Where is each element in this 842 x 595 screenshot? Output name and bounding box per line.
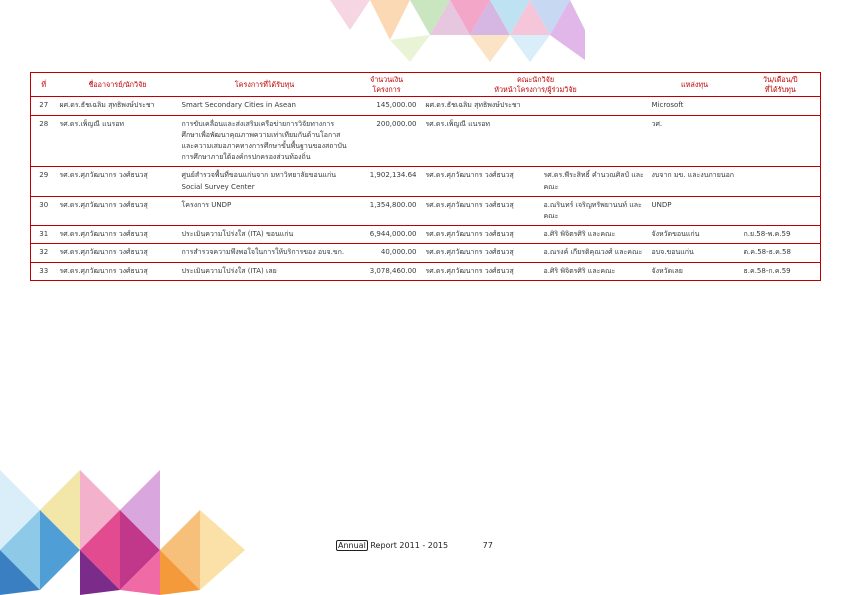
table-header-row <box>31 73 821 97</box>
cell-co-researcher: อ.ณรงค์ เกียรติคุณวงศ์ และคณะ <box>541 244 649 262</box>
research-grants-table-wrapper <box>30 72 820 281</box>
footer-annual-label: Annual <box>338 541 366 550</box>
cell-amount: 1,354,800.00 <box>351 196 423 225</box>
cell-researcher: รศ.ดร.ศุภวัฒนากร วงศ์ธนวสุ <box>57 244 179 262</box>
table-row <box>31 196 821 225</box>
cell-no: 30 <box>31 196 57 225</box>
decorative-triangles-bottom <box>0 420 245 595</box>
cell-date: ก.ย.58-พ.ค.59 <box>741 226 821 244</box>
cell-co-researcher: รศ.ดร.พีระสิทธิ์ คำนวณศิลป์ และคณะ <box>541 167 649 196</box>
table-row <box>31 167 821 196</box>
cell-source: Microsoft <box>649 97 741 115</box>
cell-amount: 1,902,134.64 <box>351 167 423 196</box>
cell-date: ต.ค.58-ธ.ค.58 <box>741 244 821 262</box>
cell-co-researcher: อ.ศิริ พิจิตรศิริ และคณะ <box>541 226 649 244</box>
cell-co-researcher <box>541 97 649 115</box>
cell-no: 27 <box>31 97 57 115</box>
cell-researcher: รศ.ดร.ศุภวัฒนากร วงศ์ธนวสุ <box>57 226 179 244</box>
cell-amount: 40,000.00 <box>351 244 423 262</box>
cell-date <box>741 167 821 196</box>
cell-source: จังหวัดเลย <box>649 262 741 280</box>
cell-researcher: รศ.ดร.ศุภวัฒนากร วงศ์ธนวสุ <box>57 196 179 225</box>
cell-project: การขับเคลื่อนและส่งเสริมเครือข่ายการวิจัยทางการศึกษาเพื่อพัฒนาคุณภาพความเท่าเทียมกันด้านโอกาสและความเสมอภาคทางการศึกษาขั้นพื้นฐานของสถาบันการศึกษาภายใต้องค์กรปกครองส่วนท้องถิ่น <box>179 115 351 167</box>
cell-source: UNDP <box>649 196 741 225</box>
cell-project: การสำรวจความพึงพอใจในการให้บริการของ อบจ.ขก. <box>179 244 351 262</box>
cell-project: Smart Secondary Cities in Asean <box>179 97 351 115</box>
cell-head: รศ.ดร.ศุภวัฒนากร วงศ์ธนวสุ <box>423 244 541 262</box>
cell-source: อบจ.ขอนแก่น <box>649 244 741 262</box>
cell-head: รศ.ดร.ศุภวัฒนากร วงศ์ธนวสุ <box>423 262 541 280</box>
cell-no: 29 <box>31 167 57 196</box>
cell-project: ศูนย์สำรวจพื้นที่ขอนแก่นจาก มหาวิทยาลัยขอนแก่น Social Survey Center <box>179 167 351 196</box>
cell-project: โครงการ UNDP <box>179 196 351 225</box>
cell-date <box>741 115 821 167</box>
header-date: วัน/เดือน/ปี ที่ได้รับทุน <box>741 73 821 97</box>
cell-co-researcher <box>541 115 649 167</box>
header-source: แหล่งทุน <box>649 73 741 97</box>
cell-date: ธ.ค.58-ก.ค.59 <box>741 262 821 280</box>
cell-no: 32 <box>31 244 57 262</box>
cell-researcher: รศ.ดร.เพ็ญณี แนรอท <box>57 115 179 167</box>
footer-report-label: Report 2011 - 2015 <box>370 541 449 550</box>
cell-no: 31 <box>31 226 57 244</box>
cell-amount: 145,000.00 <box>351 97 423 115</box>
cell-researcher: ผศ.ดร.ธัชเฉลิม สุทธิพงษ์ประชา <box>57 97 179 115</box>
cell-source: จังหวัดขอนแก่น <box>649 226 741 244</box>
table-row <box>31 244 821 262</box>
cell-head: รศ.ดร.ศุภวัฒนากร วงศ์ธนวสุ <box>423 196 541 225</box>
page-footer <box>336 541 493 550</box>
table-row <box>31 97 821 115</box>
cell-no: 28 <box>31 115 57 167</box>
cell-amount: 6,944,000.00 <box>351 226 423 244</box>
header-researcher: ชื่ออาจารย์/นักวิจัย <box>57 73 179 97</box>
cell-project: ประเมินความโปร่งใส (ITA) เลย <box>179 262 351 280</box>
page-number: 77 <box>482 541 493 550</box>
cell-amount: 200,000.00 <box>351 115 423 167</box>
cell-date <box>741 196 821 225</box>
cell-amount: 3,078,460.00 <box>351 262 423 280</box>
cell-researcher: รศ.ดร.ศุภวัฒนากร วงศ์ธนวสุ <box>57 167 179 196</box>
cell-researcher: รศ.ดร.ศุภวัฒนากร วงศ์ธนวสุ <box>57 262 179 280</box>
cell-head: ผศ.ดร.ธัชเฉลิม สุทธิพงษ์ประชา <box>423 97 541 115</box>
cell-source: วศ. <box>649 115 741 167</box>
header-research-team: คณะนักวิจัย หัวหน้าโครงการ/ผู้ร่วมวิจัย <box>423 73 649 97</box>
header-project: โครงการที่ได้รับทุน <box>179 73 351 97</box>
cell-head: รศ.ดร.เพ็ญณี แนรอท <box>423 115 541 167</box>
header-no: ที่ <box>31 73 57 97</box>
cell-co-researcher: อ.ณรินทร์ เจริญทรัพยานนท์ และคณะ <box>541 196 649 225</box>
decorative-triangles-top <box>300 0 585 62</box>
research-grants-table <box>30 72 821 281</box>
cell-head: รศ.ดร.ศุภวัฒนากร วงศ์ธนวสุ <box>423 226 541 244</box>
header-amount: จำนวนเงิน โครงการ <box>351 73 423 97</box>
table-row <box>31 115 821 167</box>
table-row <box>31 262 821 280</box>
table-row <box>31 226 821 244</box>
cell-date <box>741 97 821 115</box>
cell-head: รศ.ดร.ศุภวัฒนากร วงศ์ธนวสุ <box>423 167 541 196</box>
cell-co-researcher: อ.ศิริ พิจิตรศิริ และคณะ <box>541 262 649 280</box>
cell-project: ประเมินความโปร่งใส (ITA) ขอนแก่น <box>179 226 351 244</box>
cell-source: งบจาก มข. และงบภายนอก <box>649 167 741 196</box>
cell-no: 33 <box>31 262 57 280</box>
